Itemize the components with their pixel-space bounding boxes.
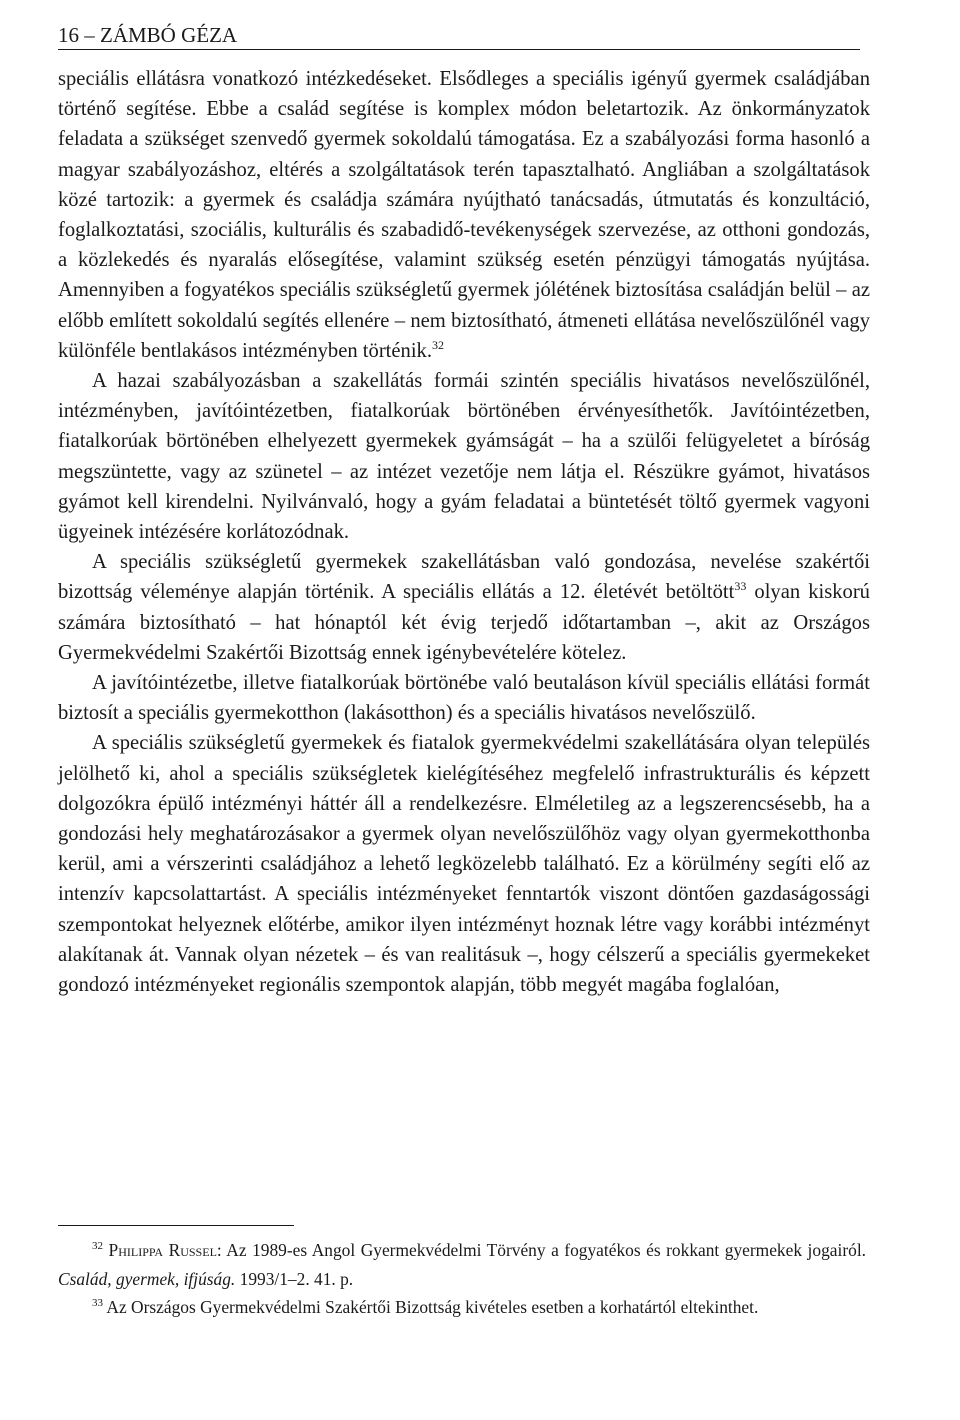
paragraph-3-text-a: A speciális szükségletű gyermekek szakellátásban való gondozása, nevelése szakértői bizottság véleménye alapján történik. A speciális ellátás a 12. életévét betöltött bbox=[58, 551, 870, 604]
footnote-journal: Család, gyermek, ifjúság. bbox=[58, 1268, 236, 1289]
footnote-32 bbox=[58, 1236, 866, 1293]
paragraph-3 bbox=[58, 547, 870, 668]
footnotes bbox=[58, 1236, 866, 1322]
footnote-ref-32[interactable]: 32 bbox=[432, 337, 445, 352]
paragraph-2: A hazai szabályozásban a szakellátás formái szintén speciális hivatásos nevelőszülőnél, intézményben, javítóintézetben, fiatalkorúak börtönében érvényesíthetők. Javítóintézetben, fiatalkorúak börtönében elhelyezett gyermekek gyámságát – ha a szülői felügyeletet a bíróság megszüntette, vagy az szünetel – az intézet vezetője nem látja el. Részükre gyámot, hivatásos gyámot kell kirendelni. Nyilvánvaló, hogy a gyám feladatai a büntetését töltő gyermek vagyoni ügyeinek intézésére korlátozódnak. bbox=[58, 370, 870, 544]
footnote-ref-33[interactable]: 33 bbox=[734, 579, 747, 594]
footnote-citation: 1993/1–2. 41. p. bbox=[235, 1268, 354, 1289]
paragraph-4: A javítóintézetbe, illetve fiatalkorúak börtönébe való beutaláson kívül speciális ellátási formát biztosít a speciális gyermekotthon (lakásotthon) és a speciális hivatásos nevelőszülő. bbox=[58, 672, 870, 725]
main-text bbox=[58, 64, 870, 1000]
paragraph-1-text: speciális ellátásra vonatkozó intézkedéseket. Elsődleges a speciális igényű gyermek családjában történő segítése. Ebbe a család segítése is komplex módon beletartozik. Az önkormányzatok feladata a szükséget szenvedő gyermek sokoldalú támogatása. Ez a szabályozási forma hasonló a magyar szabályozáshoz, eltérés a szolgáltatások terén tapasztalható. Angliában a szolgáltatások közé tartozik: a gyermek és családja számára nyújtható tanácsadás, útmutatás és konzultáció, foglalkoztatási, szociális, kulturális és szabadidő-tevékenységek szervezése, az otthoni gondozás, a közlekedés és nyaralás elősegítése, valamint szükség esetén pénzügyi támogatás nyújtása. Amennyiben a fogyatékos speciális szükségletű gyermek jólétének biztosítása családján belül – az előbb említett sokoldalú segítés ellenére – nem biztosítható, átmeneti ellátása nevelőszülőnél vagy különféle bentlakásos intézményben történik. bbox=[58, 68, 870, 362]
footnote-text: Az Országos Gyermekvédelmi Szakértői Bizottság kivételes esetben a korhatártól eltekinthet. bbox=[103, 1297, 759, 1317]
footnote-number: 32 bbox=[92, 1240, 103, 1252]
paragraph-1 bbox=[58, 64, 870, 366]
footnote-title: Az 1989-es Angol Gyermekvédelmi Törvény a fogyatékos és rokkant gyermekek jogairól. bbox=[221, 1240, 866, 1260]
paragraph-5: A speciális szükségletű gyermekek és fiatalok gyermekvédelmi szakellátására olyan település jelölhető ki, ahol a speciális szükségletek kielégítéséhez megfelelő infrastrukturális és képzett dolgozókra épülő intézményi háttér áll a rendelkezésre. Elméletileg az a legszerencsésebb, ha a gondozási hely meghatározásakor a gyermek olyan nevelőszülőhöz vagy olyan gyermekotthonba kerül, ami a vérszerinti családjához a lehető legközelebb található. Ez a körülmény segíti elő az intenzív kapcsolattartást. A speciális intézményeket fenntartók viszont döntően gazdaságossági szempontokat helyeznek előtérbe, amikor ilyen intézményt hoznak létre vagy korábbi intézményt alakítanak át. Vannak olyan nézetek – és van realitásuk –, hogy célszerű a speciális gyermekeket gondozó intézményeket regionális szempontok alapján, több megyét magába foglalóan, bbox=[58, 732, 870, 997]
footnote-author: Philippa Russel: bbox=[108, 1240, 222, 1260]
footnote-divider bbox=[58, 1225, 294, 1226]
footnote-number: 33 bbox=[92, 1297, 103, 1309]
footnote-33 bbox=[58, 1293, 866, 1322]
paragraph-3-text-b: olyan kiskorú számára biztosítható – hat hónaptól két évig terjedő időtartamban –, akit az Országos Gyermekvédelmi Szakértői Bizottság ennek igénybevételére kötelez. bbox=[58, 581, 870, 664]
running-head: 16 – ZÁMBÓ GÉZA bbox=[58, 22, 860, 50]
